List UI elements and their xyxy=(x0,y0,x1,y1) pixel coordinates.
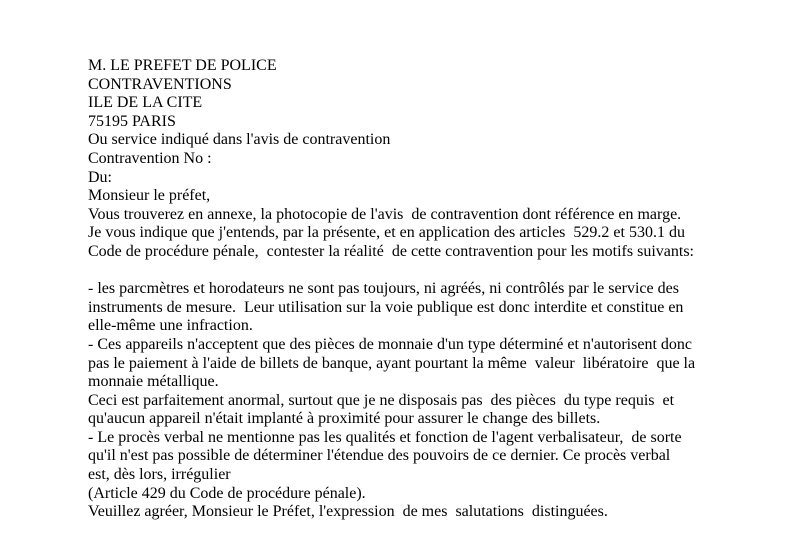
text-line: Je vous indique que j'entends, par la présente, et en application des articles 529.2 et 530.1 du xyxy=(88,224,685,242)
letter-body[interactable] xyxy=(88,57,748,522)
text-line: est, dès lors, irrégulier xyxy=(88,466,231,484)
text-line: - les parcmètres et horodateurs ne sont pas toujours, ni agréés, ni contrôlés par le service des xyxy=(88,280,679,298)
text-line: Ou service indiqué dans l'avis de contravention xyxy=(88,131,391,149)
blank-line xyxy=(88,262,748,281)
text-line: - Le procès verbal ne mentionne pas les qualités et fonction de l'agent verbalisateur, de sorte xyxy=(88,428,682,446)
text-line: qu'aucun appareil n'était implanté à proximité pour assurer le change des billets. xyxy=(88,410,601,428)
text-line: CONTRAVENTIONS xyxy=(88,75,232,93)
text-line: Du: xyxy=(88,168,112,186)
text-line: - Ces appareils n'acceptent que des pièces de monnaie d'un type déterminé et n'autorisent donc xyxy=(88,335,692,353)
text-line: qu'il n'est pas possible de déterminer l'étendue des pouvoirs de ce dernier. Ce procès verbal xyxy=(88,447,671,465)
text-line: instruments de mesure. Leur utilisation sur la voie publique est donc interdite et constitue en xyxy=(88,298,684,316)
text-line: M. LE PREFET DE POLICE xyxy=(88,57,277,74)
text-line: Monsieur le préfet, xyxy=(88,187,211,205)
text-line: Veuillez agréer, Monsieur le Préfet, l'expression de mes salutations distinguées. xyxy=(88,503,608,521)
text-line: 75195 PARIS xyxy=(88,112,176,130)
text-line: Contravention No : xyxy=(88,149,212,167)
text-line: Vous trouverez en annexe, la photocopie de l'avis de contravention dont référence en marge. xyxy=(88,205,682,223)
text-line: Code de procédure pénale, contester la réalité de cette contravention pour les motifs suivants: xyxy=(88,242,694,260)
text-line: Ceci est parfaitement anormal, surtout que je ne disposais pas des pièces du type requis et xyxy=(88,391,675,409)
text-line: pas le paiement à l'aide de billets de banque, ayant pourtant la même valeur libératoire que la xyxy=(88,354,696,372)
text-line: elle-même une infraction. xyxy=(88,317,253,335)
text-line: (Article 429 du Code de procédure pénale). xyxy=(88,484,366,502)
text-line: monnaie métallique. xyxy=(88,373,219,391)
text-line: ILE DE LA CITE xyxy=(88,94,203,112)
